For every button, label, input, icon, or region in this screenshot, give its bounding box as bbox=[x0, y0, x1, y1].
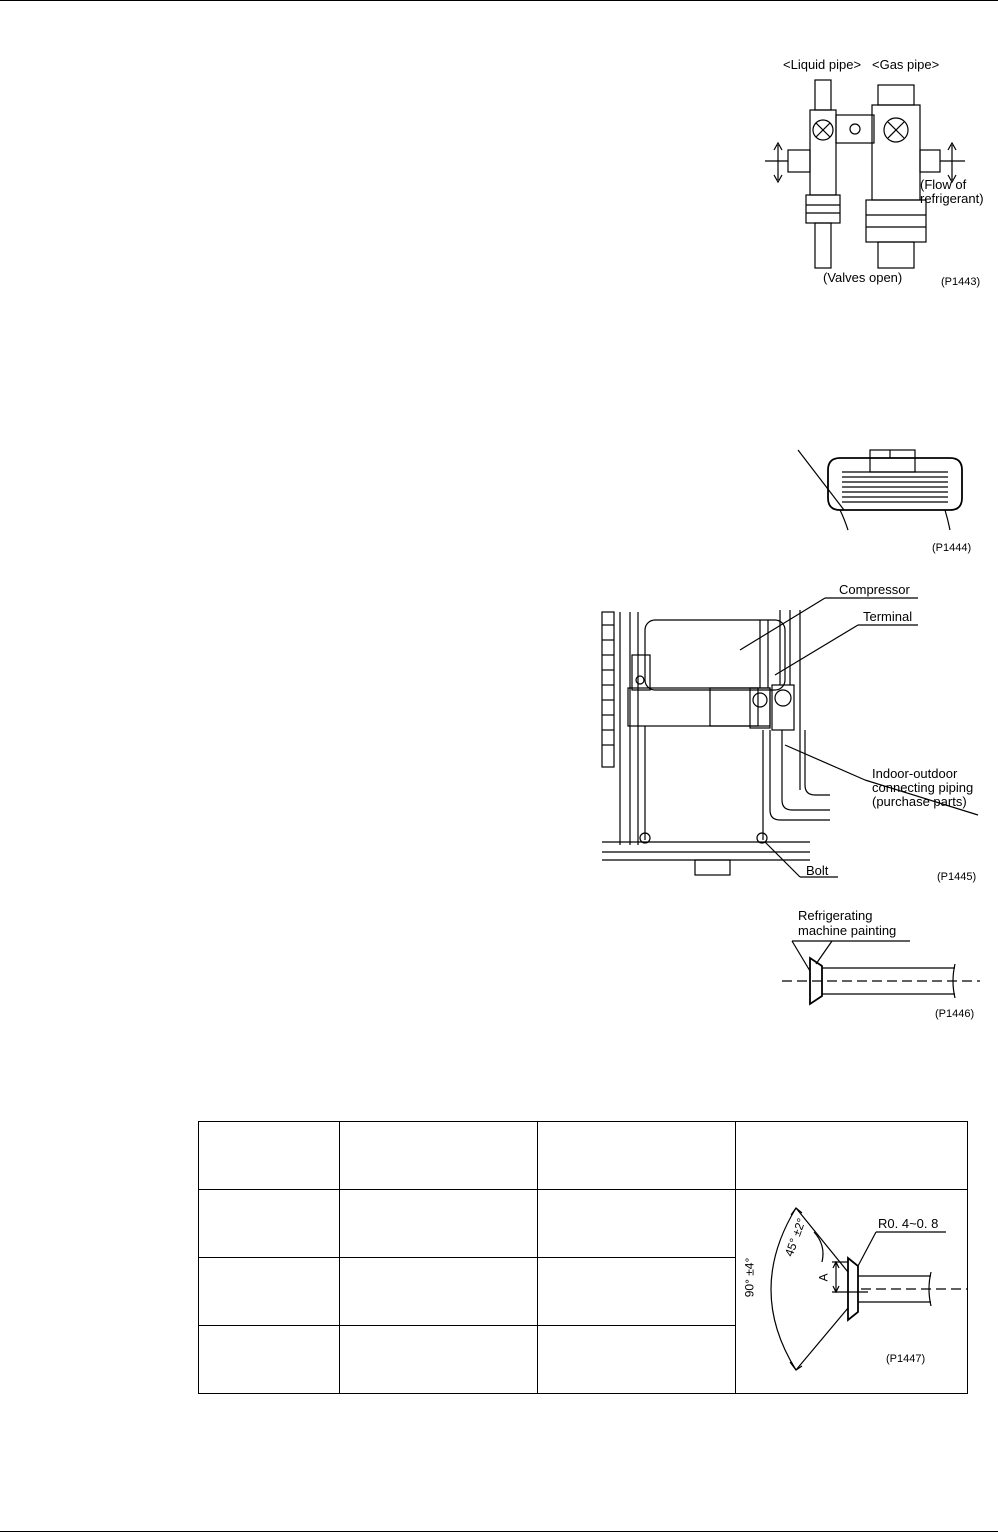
table-cell bbox=[340, 1326, 538, 1394]
header-cell bbox=[736, 1122, 968, 1190]
unit-figure-code: (P1445) bbox=[937, 871, 977, 883]
valves-open-label: (Valves open) bbox=[823, 270, 903, 285]
piping-label-1: Indoor-outdoor bbox=[872, 766, 958, 781]
radius-label: R0. 4~0. 8 bbox=[878, 1216, 939, 1231]
valves-figure bbox=[760, 55, 995, 295]
table-cell bbox=[340, 1190, 538, 1258]
spec-table bbox=[198, 1121, 968, 1394]
flare-label-1: Refrigerating bbox=[798, 908, 873, 923]
table-cell bbox=[199, 1326, 340, 1394]
flare-figure bbox=[780, 906, 990, 1021]
table-cell bbox=[538, 1326, 736, 1394]
top-rule bbox=[0, 0, 998, 1]
cap-figure-code: (P1444) bbox=[932, 542, 972, 554]
unit-drawing bbox=[600, 580, 990, 890]
table-cell bbox=[199, 1258, 340, 1326]
valves-figure-code: (P1443) bbox=[941, 276, 981, 288]
compressor-label: Compressor bbox=[839, 582, 910, 597]
header-cell bbox=[199, 1122, 340, 1190]
flow-label-1: (Flow of bbox=[920, 177, 967, 192]
table-cell bbox=[538, 1258, 736, 1326]
valves-drawing bbox=[760, 55, 995, 295]
cap-figure bbox=[790, 440, 990, 560]
gas-pipe-label: <Gas pipe> bbox=[872, 57, 940, 72]
flare-dimension-cell bbox=[736, 1190, 968, 1394]
liquid-pipe-label: <Liquid pipe> bbox=[783, 57, 862, 72]
flare-figure-code: (P1446) bbox=[935, 1008, 975, 1020]
unit-figure bbox=[600, 580, 990, 890]
flare-dimension-code: (P1447) bbox=[886, 1353, 926, 1365]
table-cell bbox=[199, 1190, 340, 1258]
angle-45-label: 45° ±2° bbox=[781, 1216, 809, 1259]
dimension-a-label: A bbox=[816, 1273, 831, 1282]
angle-90-label: 90° ±4° bbox=[742, 1257, 757, 1298]
header-cell bbox=[538, 1122, 736, 1190]
terminal-label: Terminal bbox=[863, 609, 913, 624]
cap-drawing bbox=[790, 440, 990, 540]
table-header-row bbox=[199, 1122, 968, 1190]
table-row bbox=[199, 1190, 968, 1258]
table-cell bbox=[538, 1190, 736, 1258]
header-cell bbox=[340, 1122, 538, 1190]
flow-label-2: refrigerant) bbox=[920, 191, 984, 206]
piping-label-3: (purchase parts) bbox=[872, 794, 967, 809]
flare-label-2: machine painting bbox=[798, 923, 897, 938]
table-cell bbox=[340, 1258, 538, 1326]
bolt-label: Bolt bbox=[806, 863, 829, 878]
piping-label-2: connecting piping bbox=[872, 780, 974, 795]
